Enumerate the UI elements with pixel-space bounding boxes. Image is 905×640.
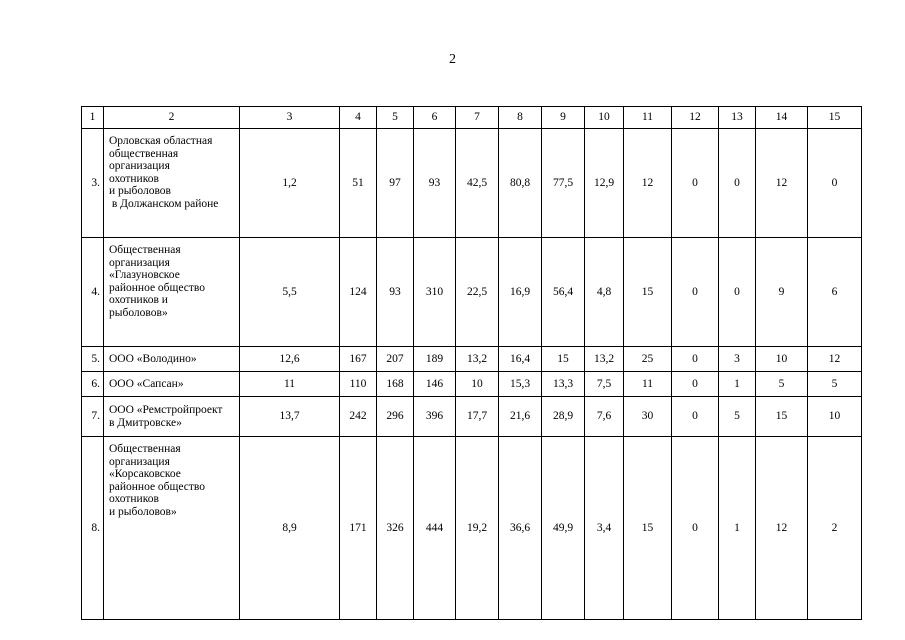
cell-value: 93 bbox=[414, 129, 456, 238]
name-line: районное общество bbox=[109, 281, 206, 294]
cell-value: 0 bbox=[672, 129, 719, 238]
cell-value: 310 bbox=[414, 238, 456, 347]
row-number: 8. bbox=[82, 437, 104, 620]
name-line: ООО «Ремстройпроект bbox=[109, 404, 223, 416]
cell-value: 12,9 bbox=[585, 129, 624, 238]
cell-value: 7,5 bbox=[585, 372, 624, 397]
cell-value: 9 bbox=[756, 238, 808, 347]
name-line: ООО «Сапсан» bbox=[109, 377, 184, 390]
row-number: 3. bbox=[82, 129, 104, 238]
cell-value: 30 bbox=[624, 397, 672, 437]
name-line: охотников bbox=[109, 493, 159, 505]
organization-name bbox=[104, 129, 240, 238]
column-header: 10 bbox=[585, 107, 624, 129]
cell-value: 51 bbox=[340, 129, 377, 238]
cell-value: 168 bbox=[377, 372, 414, 397]
page-number: 2 bbox=[449, 52, 456, 67]
cell-value: 17,7 bbox=[456, 397, 499, 437]
table-row bbox=[82, 347, 862, 372]
name-line: Общественная bbox=[109, 443, 181, 455]
cell-value: 146 bbox=[414, 372, 456, 397]
organization-name bbox=[104, 437, 240, 620]
table-row bbox=[82, 437, 862, 620]
cell-value: 0 bbox=[672, 437, 719, 620]
cell-value: 2 bbox=[808, 437, 862, 620]
cell-value: 0 bbox=[719, 238, 756, 347]
cell-value: 56,4 bbox=[542, 238, 585, 347]
cell-value: 15 bbox=[542, 347, 585, 372]
column-header: 12 bbox=[672, 107, 719, 129]
cell-value: 13,2 bbox=[585, 347, 624, 372]
name-line: в Дмитровске» bbox=[109, 416, 182, 429]
cell-value: 12 bbox=[756, 129, 808, 238]
column-header: 6 bbox=[414, 107, 456, 129]
name-line: организация bbox=[109, 160, 170, 172]
cell-value: 22,5 bbox=[456, 238, 499, 347]
row-number: 7. bbox=[82, 397, 104, 437]
cell-value: 6 bbox=[808, 238, 862, 347]
cell-value: 97 bbox=[377, 129, 414, 238]
cell-value: 0 bbox=[719, 129, 756, 238]
column-header: 9 bbox=[542, 107, 585, 129]
column-header: 14 bbox=[756, 107, 808, 129]
cell-value: 80,8 bbox=[499, 129, 542, 238]
cell-value: 15,3 bbox=[499, 372, 542, 397]
cell-value: 5 bbox=[808, 372, 862, 397]
name-line: «Корсаковское bbox=[109, 468, 181, 480]
cell-value: 36,6 bbox=[499, 437, 542, 620]
column-header: 1 bbox=[82, 107, 104, 129]
cell-value: 110 bbox=[340, 372, 377, 397]
organization-name bbox=[104, 238, 240, 347]
cell-value: 3 bbox=[719, 347, 756, 372]
name-line: районное общество bbox=[109, 480, 206, 493]
cell-value: 1 bbox=[719, 372, 756, 397]
column-header: 8 bbox=[499, 107, 542, 129]
cell-value: 5,5 bbox=[240, 238, 340, 347]
table-row bbox=[82, 372, 862, 397]
column-header: 3 bbox=[240, 107, 340, 129]
row-number: 4. bbox=[82, 238, 104, 347]
column-header: 4 bbox=[340, 107, 377, 129]
cell-value: 4,8 bbox=[585, 238, 624, 347]
column-header: 5 bbox=[377, 107, 414, 129]
cell-value: 0 bbox=[808, 129, 862, 238]
cell-value: 10 bbox=[756, 347, 808, 372]
cell-value: 10 bbox=[808, 397, 862, 437]
cell-value: 25 bbox=[624, 347, 672, 372]
cell-value: 28,9 bbox=[542, 397, 585, 437]
cell-value: 167 bbox=[340, 347, 377, 372]
cell-value: 3,4 bbox=[585, 437, 624, 620]
column-header: 11 bbox=[624, 107, 672, 129]
cell-value: 1,2 bbox=[240, 129, 340, 238]
cell-value: 21,6 bbox=[499, 397, 542, 437]
cell-value: 13,3 bbox=[542, 372, 585, 397]
cell-value: 326 bbox=[377, 437, 414, 620]
table-row bbox=[82, 397, 862, 437]
name-line: охотников и bbox=[109, 294, 168, 306]
cell-value: 12 bbox=[624, 129, 672, 238]
cell-value: 13,2 bbox=[456, 347, 499, 372]
cell-value: 242 bbox=[340, 397, 377, 437]
cell-value: 19,2 bbox=[456, 437, 499, 620]
cell-value: 171 bbox=[340, 437, 377, 620]
cell-value: 124 bbox=[340, 238, 377, 347]
name-line: и рыболовов» bbox=[109, 505, 177, 518]
cell-value: 12,6 bbox=[240, 347, 340, 372]
cell-value: 15 bbox=[624, 437, 672, 620]
cell-value: 12 bbox=[808, 347, 862, 372]
column-header: 2 bbox=[104, 107, 240, 129]
name-line: рыболовов» bbox=[109, 306, 168, 319]
column-header: 13 bbox=[719, 107, 756, 129]
name-line: организация bbox=[109, 256, 170, 269]
cell-value: 13,7 bbox=[240, 397, 340, 437]
column-header: 15 bbox=[808, 107, 862, 129]
cell-value: 189 bbox=[414, 347, 456, 372]
name-line: Орловская областная bbox=[109, 135, 213, 147]
cell-value: 1 bbox=[719, 437, 756, 620]
cell-value: 5 bbox=[756, 372, 808, 397]
cell-value: 42,5 bbox=[456, 129, 499, 238]
cell-value: 77,5 bbox=[542, 129, 585, 238]
table-row bbox=[82, 238, 862, 347]
table-row bbox=[82, 129, 862, 238]
name-line: ООО «Володино» bbox=[109, 352, 197, 365]
data-table bbox=[81, 106, 862, 620]
column-header: 7 bbox=[456, 107, 499, 129]
cell-value: 15 bbox=[624, 238, 672, 347]
row-number: 5. bbox=[82, 347, 104, 372]
cell-value: 5 bbox=[719, 397, 756, 437]
organization-name bbox=[104, 397, 240, 437]
cell-value: 93 bbox=[377, 238, 414, 347]
organization-name bbox=[104, 372, 240, 397]
cell-value: 11 bbox=[624, 372, 672, 397]
name-line: общественная bbox=[109, 147, 179, 160]
cell-value: 296 bbox=[377, 397, 414, 437]
name-line: организация bbox=[109, 455, 170, 468]
cell-value: 7,6 bbox=[585, 397, 624, 437]
cell-value: 0 bbox=[672, 347, 719, 372]
name-line: «Глазуновское bbox=[109, 269, 180, 281]
name-line: в Должанском районе bbox=[109, 197, 219, 210]
cell-value: 0 bbox=[672, 238, 719, 347]
cell-value: 16,9 bbox=[499, 238, 542, 347]
cell-value: 49,9 bbox=[542, 437, 585, 620]
cell-value: 10 bbox=[456, 372, 499, 397]
cell-value: 207 bbox=[377, 347, 414, 372]
cell-value: 0 bbox=[672, 372, 719, 397]
name-line: и рыболовов bbox=[109, 185, 171, 197]
name-line: Общественная bbox=[109, 244, 181, 256]
cell-value: 15 bbox=[756, 397, 808, 437]
cell-value: 8,9 bbox=[240, 437, 340, 620]
name-line: охотников bbox=[109, 172, 159, 185]
header-row bbox=[82, 107, 862, 129]
organization-name bbox=[104, 347, 240, 372]
cell-value: 0 bbox=[672, 397, 719, 437]
cell-value: 12 bbox=[756, 437, 808, 620]
cell-value: 444 bbox=[414, 437, 456, 620]
cell-value: 396 bbox=[414, 397, 456, 437]
row-number: 6. bbox=[82, 372, 104, 397]
cell-value: 16,4 bbox=[499, 347, 542, 372]
cell-value: 11 bbox=[240, 372, 340, 397]
